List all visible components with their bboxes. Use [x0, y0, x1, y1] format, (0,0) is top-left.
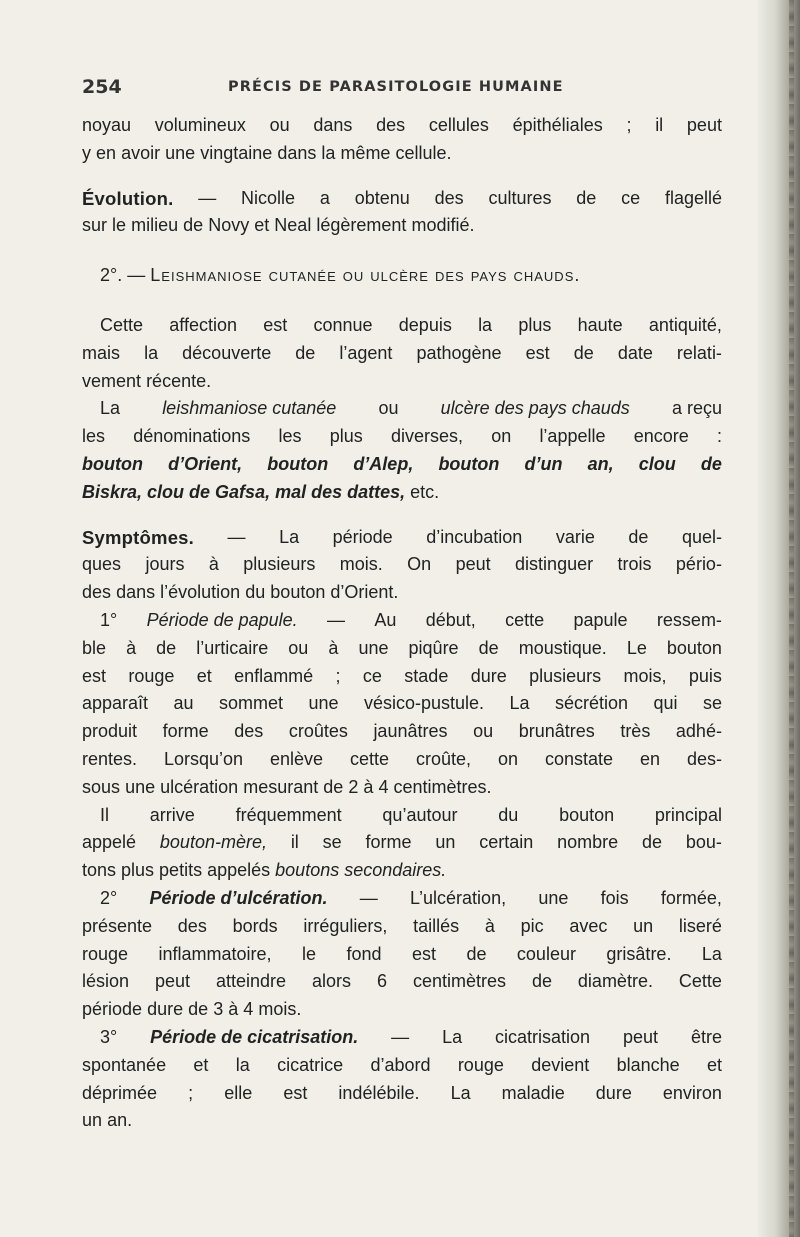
word: plusieurs [529, 665, 602, 686]
word: en [96, 142, 117, 163]
word: Cette [678, 971, 722, 992]
italic-term: Biskra, clou de Gafsa, mal des dattes, [82, 481, 406, 502]
word: des- [686, 748, 722, 769]
text-line [82, 718, 722, 746]
word: le [302, 943, 317, 964]
word: La [279, 526, 300, 547]
word: ques [82, 554, 122, 575]
word: très [620, 721, 651, 742]
word: centimètres [412, 971, 506, 992]
word: ulcération [160, 776, 239, 797]
word: bords [232, 915, 278, 936]
text-line: 1° Période de papule. — Au début, cette papule ressem- [82, 607, 722, 635]
word: de [188, 999, 209, 1020]
word: 6 [376, 971, 387, 992]
word: maladie [501, 1082, 565, 1103]
word: irréguliers, [303, 915, 388, 936]
text-line [82, 579, 722, 607]
text-line: La leishmaniose cutanée ou ulcère des pays chauds a reçu [82, 395, 722, 423]
word: arrive [149, 804, 195, 825]
text-line [82, 1107, 722, 1135]
word: avoir [121, 142, 161, 163]
word: — [327, 609, 346, 630]
word: période [82, 999, 143, 1020]
word: est [263, 314, 288, 335]
word: d’Orient. [330, 582, 399, 603]
word: y [82, 142, 91, 163]
word: enlève [270, 748, 324, 769]
word: alors [312, 971, 352, 992]
word: Le [626, 637, 647, 658]
word: moustique. [518, 637, 607, 658]
word: ou [288, 637, 309, 658]
word: est [411, 943, 436, 964]
word: noyau [82, 115, 132, 135]
word: la [144, 342, 159, 363]
word: peut [622, 1026, 659, 1047]
word: stade [404, 665, 449, 686]
word: apparaît [82, 693, 149, 714]
word: début, [425, 609, 476, 630]
italic-term: bouton-mère, [159, 832, 267, 853]
text-line [82, 1052, 722, 1080]
word: rouge [82, 943, 129, 964]
word: de [642, 832, 663, 853]
word: peut [154, 971, 191, 992]
word: de [295, 342, 316, 363]
word: La [450, 1082, 471, 1103]
text-line: appelé bouton-mère, il se forme un certain nombre de bou- [82, 829, 722, 857]
text-line: tons plus petits appelés boutons secondaires. [82, 857, 722, 885]
word: l’agent [339, 342, 393, 363]
section-title: Leishmaniose cutanée ou ulcère des pays chauds. [150, 265, 581, 286]
word: milieu [131, 215, 179, 236]
word: une [165, 142, 196, 163]
word: une [308, 693, 339, 714]
word: un [82, 1110, 103, 1131]
word: cette [505, 609, 545, 630]
word: — [391, 1026, 410, 1047]
text-line [82, 1080, 722, 1108]
word: blanche [616, 1054, 680, 1075]
word: quel- [681, 526, 722, 547]
word: ble [82, 637, 107, 658]
section-dash: — [127, 265, 146, 286]
word: d’incubation [426, 526, 523, 547]
word: à [363, 776, 374, 797]
word: plus [518, 314, 552, 335]
word: du [245, 582, 266, 603]
word: bouton [559, 804, 615, 825]
word: flagellé [664, 187, 722, 208]
word: cellules [428, 115, 489, 135]
word: trois [617, 554, 652, 575]
word: dure [595, 1082, 632, 1103]
word: fond [346, 943, 382, 964]
word: bouton [82, 453, 143, 474]
word: de [183, 215, 204, 236]
word: des [376, 115, 406, 135]
word: diverses, [390, 426, 463, 447]
word: puis [688, 665, 722, 686]
text-line [82, 423, 722, 451]
word: formée, [660, 887, 722, 908]
word: période [332, 526, 393, 547]
word: elle [224, 1082, 253, 1103]
word: ce [362, 665, 382, 686]
word: d’Orient, [168, 453, 243, 474]
page-number: 254 [82, 76, 122, 98]
word: ou [473, 721, 494, 742]
word: découverte [182, 342, 272, 363]
word: Lorsqu’on [163, 748, 244, 769]
word: — [359, 887, 378, 908]
word: et [193, 1054, 209, 1075]
word: sous [82, 776, 121, 797]
word: cellule. [395, 142, 452, 163]
word: vement [82, 370, 142, 391]
word: croûtes [288, 721, 348, 742]
word: jours [145, 554, 185, 575]
word: devient [531, 1054, 590, 1075]
word: des [82, 582, 112, 603]
italic-term: boutons secondaires. [275, 860, 447, 881]
word: on [497, 748, 518, 769]
word: bou- [685, 832, 722, 853]
word: cicatrisation [495, 1026, 591, 1047]
word: vingtaine [200, 142, 273, 163]
text-line [82, 451, 722, 479]
word: d’Alep, [353, 453, 414, 474]
word: depuis [398, 314, 452, 335]
text-line: Biskra, clou de Gafsa, mal des dattes, etc. [82, 479, 722, 507]
word: produit [82, 721, 138, 742]
word: volumineux [154, 115, 246, 135]
text-line [82, 774, 722, 802]
word: brunâtres [518, 721, 595, 742]
word: un [633, 915, 654, 936]
word: la [321, 142, 336, 163]
word: est [283, 1082, 308, 1103]
word: du [498, 804, 519, 825]
word: des [234, 721, 264, 742]
word: à [484, 915, 495, 936]
word: an, [587, 453, 614, 474]
word: peut [686, 115, 722, 135]
word: sur [82, 215, 108, 236]
word: de [156, 637, 177, 658]
word: à [328, 637, 339, 658]
section-number: 2°. [100, 265, 123, 286]
word: en [639, 748, 660, 769]
word: des [434, 187, 464, 208]
period-title: Période de papule. [146, 609, 298, 630]
word: de [323, 776, 344, 797]
word: bouton [270, 582, 326, 603]
text-line [82, 312, 722, 340]
text-line: 3° Période de cicatrisation. — La cicatrisation peut être [82, 1024, 722, 1052]
word: dans [116, 582, 156, 603]
text-line [82, 551, 722, 579]
word: sécrétion [554, 693, 629, 714]
word: de [466, 943, 487, 964]
word: les [278, 426, 302, 447]
word: haute [577, 314, 623, 335]
word: varie [555, 526, 595, 547]
word: ressem- [656, 609, 722, 630]
word: bouton [267, 453, 329, 474]
word: connue [313, 314, 373, 335]
word: ce [621, 187, 641, 208]
word: modifié. [411, 215, 475, 236]
word: encore [633, 426, 689, 447]
word: cicatrice [277, 1054, 344, 1075]
word: mois. [339, 554, 383, 575]
word: La [442, 1026, 463, 1047]
word: — [198, 187, 217, 208]
word: adhé- [675, 721, 722, 742]
word: environ [662, 1082, 722, 1103]
word: Au [374, 609, 397, 630]
word: clou [638, 453, 676, 474]
word: pathogène [416, 342, 502, 363]
word: on [491, 426, 512, 447]
word: antiquité, [648, 314, 722, 335]
word: lésion [82, 971, 130, 992]
word: avec [569, 915, 608, 936]
text-line [82, 212, 722, 240]
word: On [407, 554, 432, 575]
word: fois [600, 887, 629, 908]
word: Neal [274, 215, 312, 236]
word: l’urticaire [196, 637, 269, 658]
word: récente. [146, 370, 212, 391]
word: dure [147, 999, 184, 1020]
word: indélébile. [338, 1082, 420, 1103]
word: atteindre [215, 971, 287, 992]
word: une [358, 637, 389, 658]
word: des [177, 915, 207, 936]
word: même [340, 142, 391, 163]
word: diamètre. [577, 971, 653, 992]
word: mois, [623, 665, 667, 686]
word: nombre [557, 832, 619, 853]
word: une [125, 776, 156, 797]
text-line [82, 941, 722, 969]
word: se [322, 832, 342, 853]
word: distinguer [515, 554, 594, 575]
text-line [82, 663, 722, 691]
word: fréquemment [235, 804, 342, 825]
word: ; [626, 115, 632, 135]
word: être [690, 1026, 722, 1047]
word: présente [82, 915, 153, 936]
word: constate [544, 748, 613, 769]
word: Il [100, 804, 109, 825]
text-line: 2° Période d’ulcération. — L’ulcération, une fois formée, [82, 885, 722, 913]
word: les [82, 426, 106, 447]
word: dans [313, 115, 353, 135]
word: forme [365, 832, 412, 853]
evolution-heading: Évolution. [82, 187, 174, 209]
word: qui [653, 693, 678, 714]
page-header [82, 76, 722, 104]
word: rouge [457, 1054, 504, 1075]
word: à [208, 554, 219, 575]
word: au [173, 693, 194, 714]
word: bouton [666, 637, 722, 658]
text-line [82, 968, 722, 996]
word: date [617, 342, 653, 363]
italic-term: leishmaniose cutanée [162, 398, 337, 419]
word: couleur [516, 943, 576, 964]
word: d’abord [370, 1054, 431, 1075]
word: rouge [128, 665, 175, 686]
word: ou [269, 115, 290, 135]
word: Nicolle [241, 187, 296, 208]
word: sommet [219, 693, 284, 714]
word: ; [188, 1082, 194, 1103]
body-text [82, 112, 722, 1135]
word: la [478, 314, 493, 335]
symptomes-heading: Symptômes. [82, 526, 195, 548]
word: dénominations [133, 426, 251, 447]
word: peut [455, 554, 491, 575]
word: papule [573, 609, 628, 630]
section-heading [82, 262, 722, 290]
page-edge-shadow [758, 0, 800, 1237]
text-line [82, 913, 722, 941]
word: et [196, 665, 212, 686]
text-line [82, 690, 722, 718]
word: de [576, 187, 597, 208]
text-line [82, 140, 722, 168]
word: déprimée [82, 1082, 158, 1103]
word: forme [162, 721, 209, 742]
word: la [235, 1054, 250, 1075]
word: 3 [213, 999, 224, 1020]
word: mesurant [243, 776, 319, 797]
word: 4 [243, 999, 254, 1020]
word: L’ulcération, [410, 887, 507, 908]
word: mois. [258, 999, 302, 1020]
text-line [82, 996, 722, 1024]
italic-term: ulcère des pays chauds [440, 398, 630, 419]
word: : [716, 426, 722, 447]
period-title: Période de cicatrisation. [150, 1026, 359, 1047]
word: liseré [678, 915, 722, 936]
word: dans [277, 142, 317, 163]
word: certain [479, 832, 534, 853]
text-line [82, 185, 722, 213]
word: rentes. [82, 748, 138, 769]
word: dure [470, 665, 507, 686]
word: jaunâtres [373, 721, 448, 742]
text-line [82, 746, 722, 774]
word: à [126, 637, 137, 658]
word: l’appelle [539, 426, 606, 447]
word: plusieurs [243, 554, 316, 575]
word: vésico-pustule. [363, 693, 485, 714]
word: mais [82, 342, 121, 363]
word: enflammé [234, 665, 314, 686]
word: et [254, 215, 270, 236]
word: épithéliales [512, 115, 603, 135]
word: affection [169, 314, 237, 335]
word: piqûre [408, 637, 459, 658]
word: se [702, 693, 722, 714]
word: obtenu [354, 187, 410, 208]
word: cultures [488, 187, 552, 208]
word: ; [335, 665, 341, 686]
word: relati- [676, 342, 722, 363]
word: à [228, 999, 239, 1020]
word: taillés [413, 915, 460, 936]
word: inflammatoire, [158, 943, 272, 964]
word: une [538, 887, 569, 908]
word: Cette [100, 314, 144, 335]
word: il [290, 832, 299, 853]
word: d’un [524, 453, 563, 474]
word: 4 [378, 776, 389, 797]
word: qu’autour [382, 804, 458, 825]
text-line [82, 368, 722, 396]
word: le [112, 215, 127, 236]
word: pério- [675, 554, 722, 575]
period-title: Période d’ulcération. [149, 887, 328, 908]
word: grisâtre. [606, 943, 672, 964]
word: 2 [348, 776, 359, 797]
word: bouton [438, 453, 500, 474]
word: spontanée [82, 1054, 167, 1075]
word: La [509, 693, 530, 714]
word: et [706, 1054, 722, 1075]
text-line [82, 802, 722, 830]
word: a [319, 187, 330, 208]
word: légèrement [316, 215, 407, 236]
word: de [531, 971, 552, 992]
word: est [525, 342, 550, 363]
word: Novy [208, 215, 250, 236]
word: l’évolution [160, 582, 241, 603]
word: principal [654, 804, 722, 825]
word: cette [350, 748, 390, 769]
word: de [573, 342, 594, 363]
word: de [478, 637, 499, 658]
word: centimètres. [393, 776, 492, 797]
text-line [82, 524, 722, 552]
word: an. [107, 1110, 133, 1131]
word: de [628, 526, 649, 547]
word: de [700, 453, 722, 474]
word: — [227, 526, 246, 547]
running-head: PRÉCIS DE PARASITOLOGIE HUMAINE [228, 79, 564, 95]
word: est [82, 665, 107, 686]
word: un [435, 832, 456, 853]
word: croûte, [415, 748, 472, 769]
text-line [82, 112, 722, 140]
word: il [655, 115, 664, 135]
word: pic [520, 915, 544, 936]
word: plus [329, 426, 363, 447]
word: La [701, 943, 722, 964]
text-line [82, 635, 722, 663]
text-line [82, 340, 722, 368]
